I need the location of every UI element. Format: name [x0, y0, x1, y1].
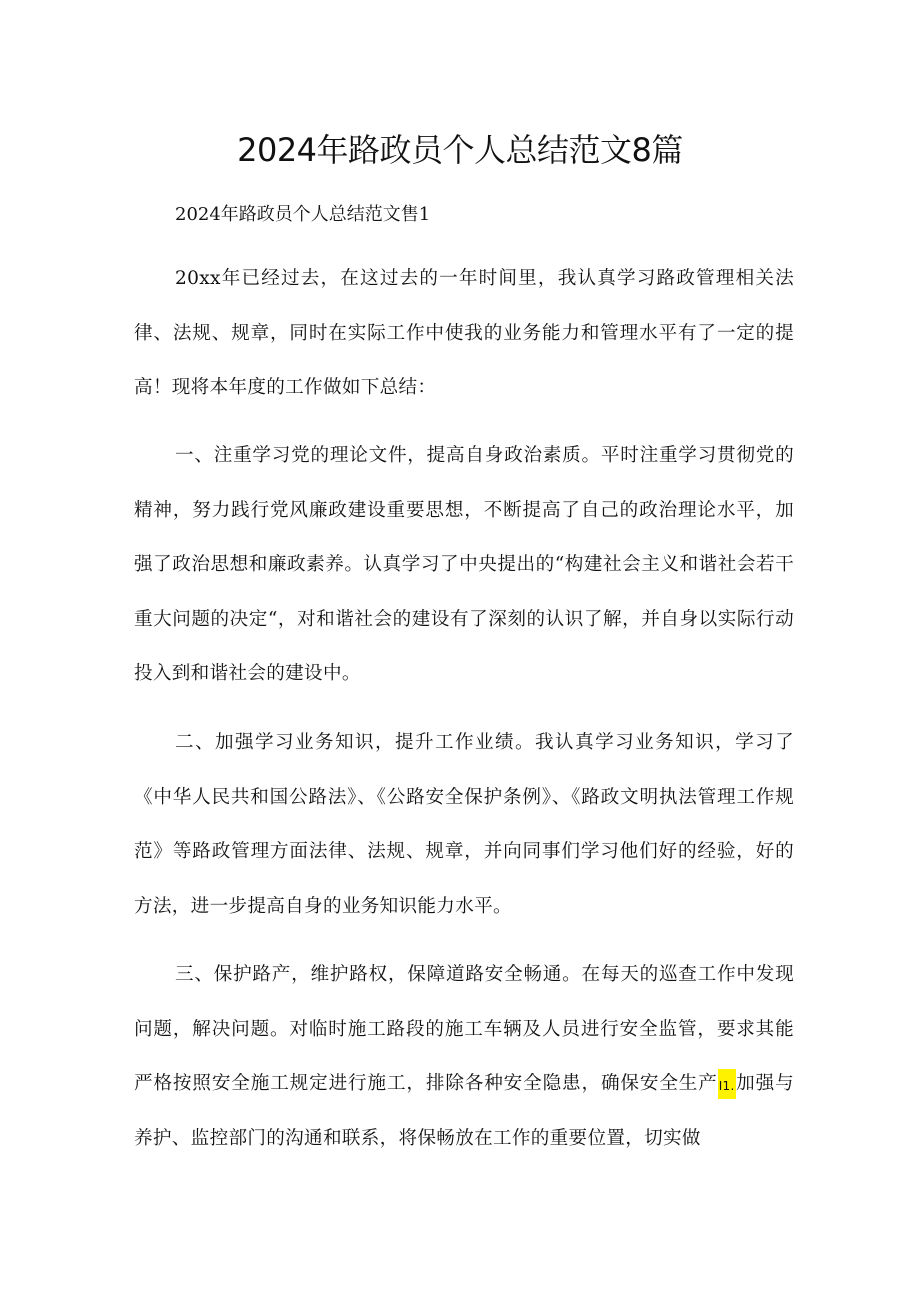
paragraph-section-three-continuation: 加强与养护、监控部门的沟通和联系，将保畅放在工作的重要位置，切实做: [134, 1073, 794, 1149]
document-subtitle: 2024年路政员个人总结范文售1: [175, 204, 431, 225]
document-title: 2024年路政员个人总结范文8篇: [237, 131, 683, 169]
paragraph-section-one: 一、注重学习党的理论文件，提高自身政治素质。平时注重学习贯彻党的精神，努力践行党风廉政建设重要思想，不断提高了自己的政治理论水平，加强了政治思想和廉政素养。认真学习了中央提出的“构建社会主义和谐社会若干重大问题的决定“，对和谐社会的建设有了深刻的认识了解，并自身以实际行动投入到和谐社会的建设中。: [134, 445, 794, 684]
paragraph-intro: 20xx年已经过去，在这过去的一年时间里，我认真学习路政管理相关法律、法规、规章，同时在实际工作中使我的业务能力和管理水平有了一定的提高！现将本年度的工作做如下总结：: [134, 268, 794, 398]
highlight-mark: I1.: [718, 1069, 736, 1099]
highlight-mark-wrapper: [718, 1057, 736, 1112]
paragraph-section-two: 二、加强学习业务知识，提升工作业绩。我认真学习业务知识，学习了《中华人民共和国公路法》、《公路安全保护条例》、《路政文明执法管理工作规范》等路政管理方面法律、法规、规章，并向同事们学习他们好的经验，好的方法，进一步提高自身的业务知识能力水平。: [134, 732, 794, 917]
paragraph-section-three: [134, 948, 794, 1166]
paragraph-section-three-text: 三、保护路产，维护路权，保障道路安全畅通。在每天的巡查工作中发现问题，解决问题。对临时施工路段的施工车辆及人员进行安全监管，要求其能严格按照安全施工规定进行施工，排除各种安全隐患，确保安全生产: [134, 964, 794, 1094]
